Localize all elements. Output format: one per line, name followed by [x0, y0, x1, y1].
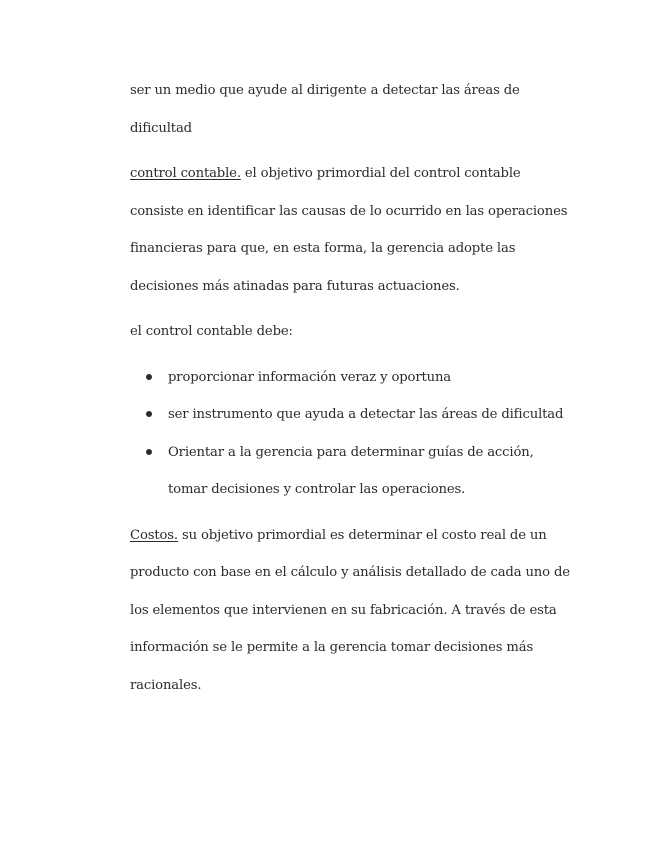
bullet-icon [146, 374, 152, 380]
document-page [130, 72, 570, 712]
bullet-list [130, 359, 570, 509]
paragraph-control-contable [130, 155, 570, 305]
bullet-icon [146, 449, 152, 455]
paragraph-dificultad: ser un medio que ayude al dirigente a detectar las áreas de dificultad [130, 83, 520, 136]
paragraph-costos [130, 517, 570, 705]
list-item [130, 434, 570, 509]
bullet-icon [146, 411, 152, 417]
list-item [130, 396, 570, 434]
paragraph-control-contable-debe: el control contable debe: [130, 324, 293, 339]
term-costos: Costos. [130, 527, 178, 543]
paragraph-costos-text: su objetivo primordial es determinar el costo real de un producto con base en el cálculo y análisis detallado de cada uno de los elementos que intervienen en su fabricación. A través de esta información se le permite a la gerencia tomar decisiones más racionales. [130, 527, 570, 693]
list-item-text: ser instrumento que ayuda a detectar las áreas de dificultad [168, 407, 564, 422]
paragraph-control-contable-text: el objetivo primordial del control contable consiste en identificar las causas de lo ocurrido en las operaciones financieras para que, en esta forma, la gerencia adopte las decisiones más atinadas para futuras actuaciones. [130, 166, 568, 294]
list-item [130, 359, 570, 397]
term-control-contable: control contable. [130, 166, 241, 181]
list-item-text: Orientar a la gerencia para determinar guías de acción, tomar decisiones y controlar las operaciones. [168, 444, 534, 497]
list-item-text: proporcionar información veraz y oportuna [168, 369, 452, 385]
